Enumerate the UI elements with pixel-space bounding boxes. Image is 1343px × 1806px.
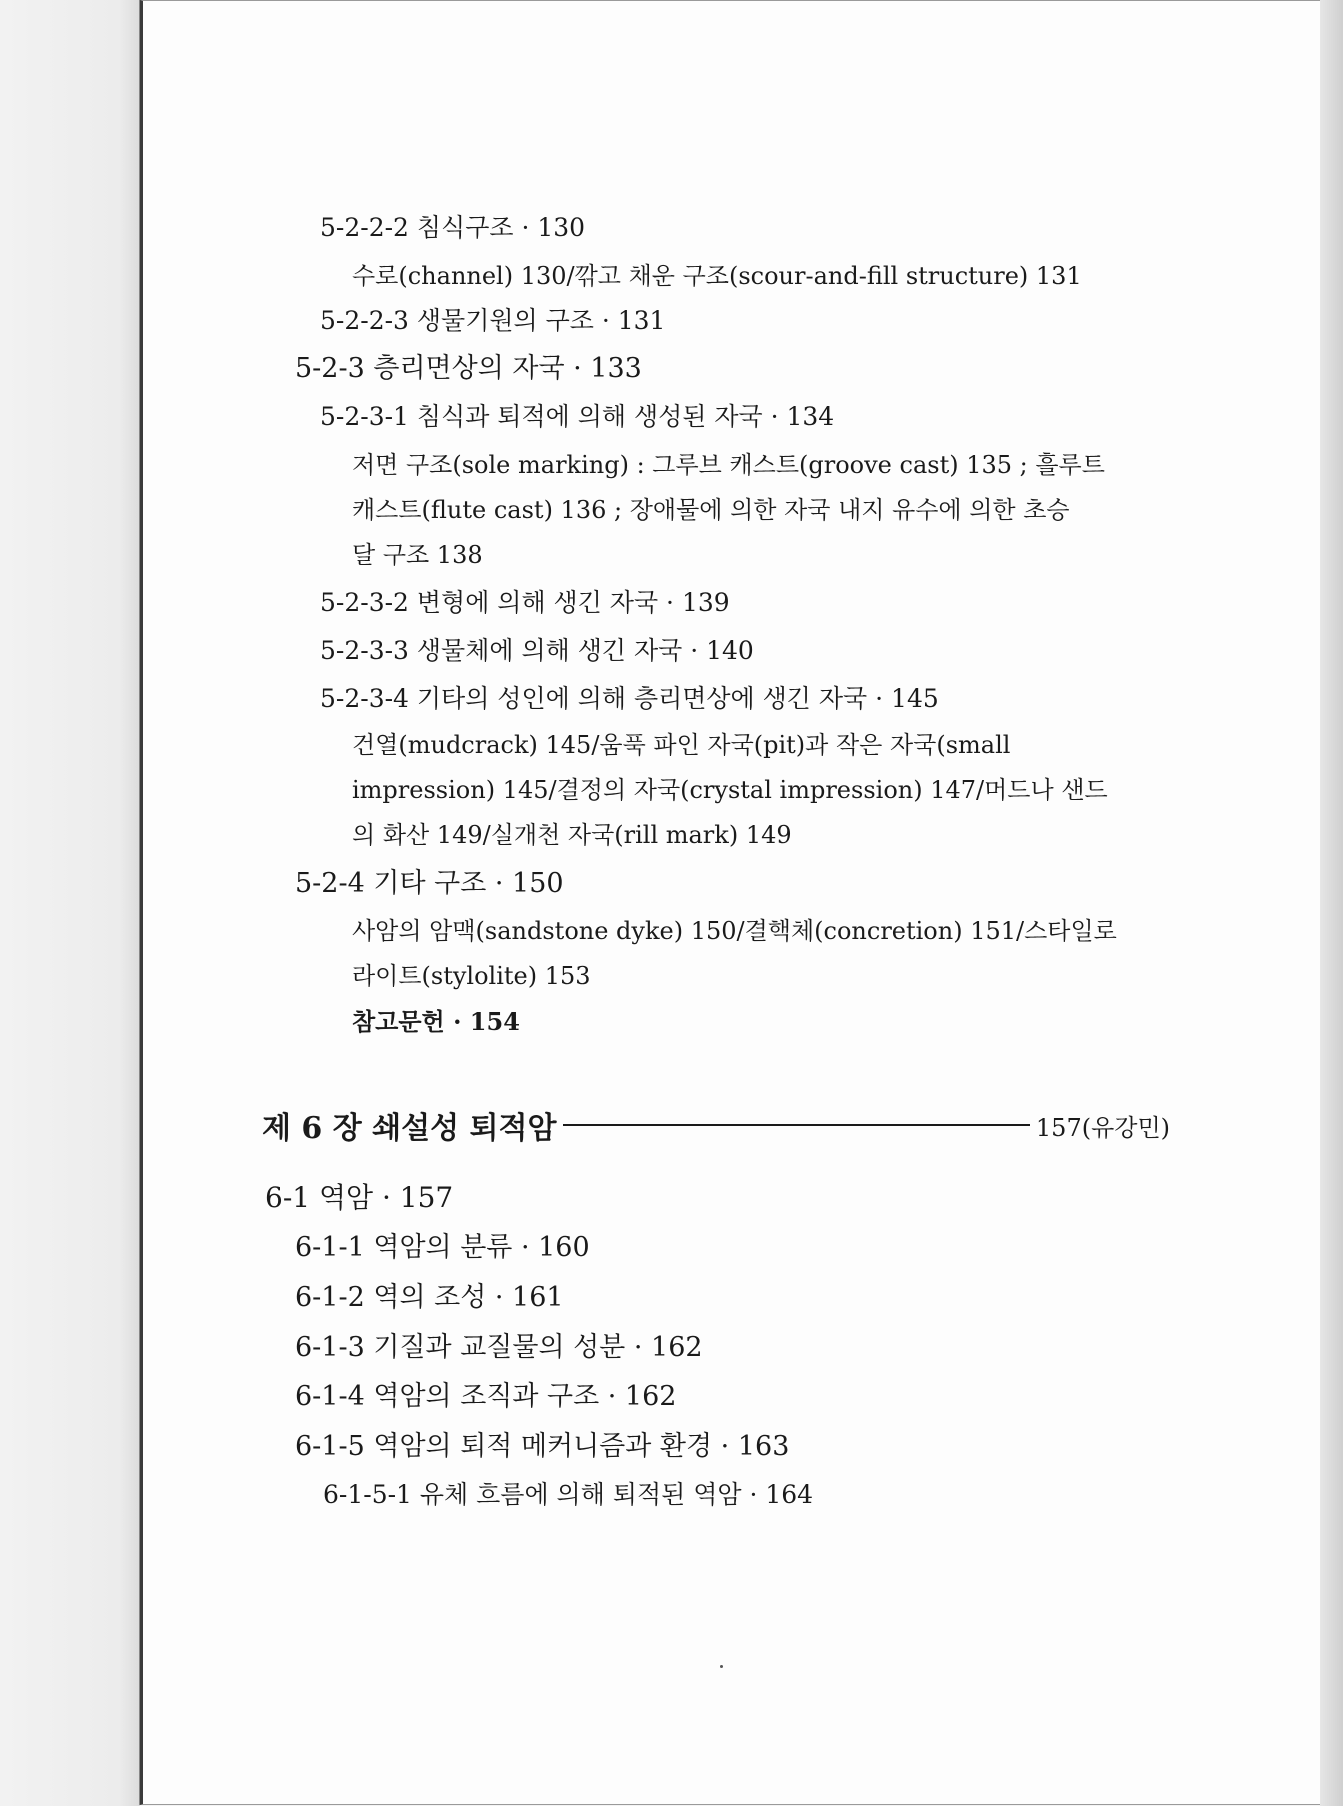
toc-subitems: 라이트(stylolite) 153: [352, 962, 591, 990]
toc-subitems: 수로(channel) 130/깎고 채운 구조(scour-and-fill structure) 131: [352, 262, 1082, 290]
toc-subitems: 사암의 암맥(sandstone dyke) 150/결핵체(concretion) 151/스타일로: [352, 917, 1117, 945]
chapter-title: 제 6 장 쇄설성 퇴적암: [262, 1111, 557, 1146]
leader-rule: [563, 1124, 1030, 1126]
toc-entry: 5-2-3-3 생물체에 의해 생긴 자국 · 140: [320, 636, 754, 665]
toc-subitems: impression) 145/결정의 자국(crystal impression) 147/머드나 샌드: [352, 776, 1108, 804]
toc-entry: 6-1-5 역암의 퇴적 메커니즘과 환경 · 163: [295, 1431, 790, 1462]
toc-subitems: 캐스트(flute cast) 136 ; 장애물에 의한 자국 내지 유수에 의한 초승: [352, 496, 1070, 524]
toc-section: 6-1 역암 · 157: [265, 1181, 454, 1214]
toc-entry: 5-2-4 기타 구조 · 150: [295, 868, 564, 899]
toc-entry: 5-2-3-1 침식과 퇴적에 의해 생성된 자국 · 134: [320, 402, 835, 431]
toc-references: 참고문헌 · 154: [352, 1007, 520, 1036]
chapter-heading: [262, 1105, 1170, 1145]
toc-entry: 6-1-4 역암의 조직과 구조 · 162: [295, 1381, 677, 1412]
toc-entry: 6-1-5-1 유체 흐름에 의해 퇴적된 역암 · 164: [323, 1480, 814, 1509]
toc-subitems: 달 구조 138: [352, 541, 483, 569]
toc-entry: 5-2-2-2 침식구조 · 130: [320, 213, 586, 242]
page-edge: [1320, 0, 1343, 1806]
toc-entry: 5-2-3-4 기타의 성인에 의해 층리면상에 생긴 자국 · 145: [320, 684, 939, 713]
binding-gutter: [0, 0, 140, 1806]
page-speck: [720, 1665, 723, 1668]
toc-entry: 6-1-3 기질과 교질물의 성분 · 162: [295, 1332, 703, 1363]
toc-entry: 6-1-2 역의 조성 · 161: [295, 1282, 564, 1313]
toc-entry: 6-1-1 역암의 분류 · 160: [295, 1232, 590, 1263]
toc-subitems: 건열(mudcrack) 145/움푹 파인 자국(pit)과 작은 자국(small: [352, 731, 1011, 759]
chapter-page-ref: 157(유강민): [1035, 1113, 1170, 1142]
toc-entry: 5-2-3 층리면상의 자국 · 133: [295, 353, 642, 384]
toc-entry: 5-2-2-3 생물기원의 구조 · 131: [320, 306, 666, 335]
toc-entry: 5-2-3-2 변형에 의해 생긴 자국 · 139: [320, 588, 730, 617]
toc-subitems: 저면 구조(sole marking) : 그루브 캐스트(groove cast) 135 ; 흘루트: [352, 451, 1105, 479]
toc-subitems: 의 화산 149/실개천 자국(rill mark) 149: [352, 821, 792, 849]
